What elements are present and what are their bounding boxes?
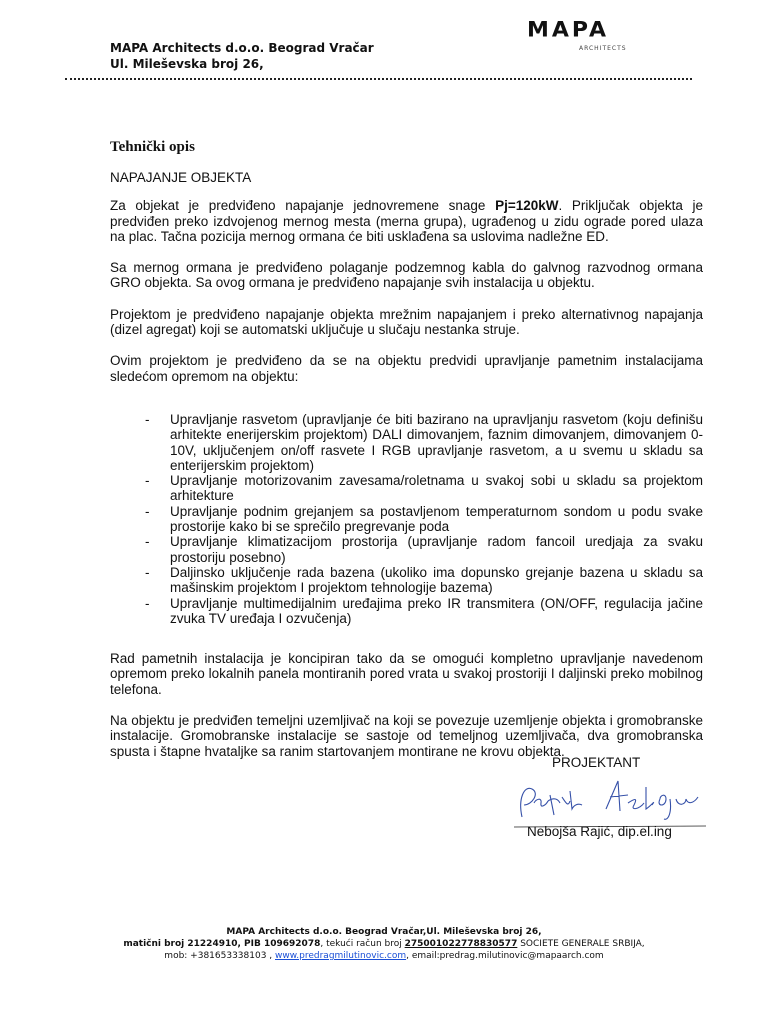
power-value: Pj=120kW — [495, 198, 559, 214]
bank-account: 275001022778830577 — [404, 939, 518, 949]
website-link[interactable]: www.predragmilutinovic.com — [275, 951, 407, 961]
footer-contact — [0, 950, 768, 962]
list-item: - Upravljanje rasvetom (upravljanje će biti bazirano na upravljanju rasvetom (koju definišu arhitekte enerijerskim projektom) DALI dimovanjem, faznim dimovanjem, dimovanjem 0-10V, uključenjem on/off rasvete I RGB upravljanje rasvetom, a u svemu u skladu sa enterijerskim projektom) — [170, 412, 703, 473]
logo-subtitle: ARCHITECTS — [579, 45, 627, 52]
paragraph-power-supply — [110, 198, 703, 244]
document-body — [110, 170, 703, 775]
page-footer — [0, 926, 768, 962]
list-item: - Upravljanje motorizovanim zavesama/roletnama u svakoj sobi u skladu sa projektom arhitekture — [170, 473, 703, 504]
signature-block — [510, 755, 710, 845]
document-title: Tehnički opis — [110, 139, 195, 155]
paragraph-text: Za objekat je predviđeno napajanje jednovremene snage — [110, 198, 496, 214]
footer-company: MAPA Architects d.o.o. Beograd Vračar,Ul. Mileševska broj 26, — [226, 927, 542, 937]
footer-phone: mob: +381653338103 , — [164, 951, 276, 961]
paragraph-grounding: Na objektu je predviđen temeljni uzemljivač na koji se povezuje uzemljenje objekta i gromobranske instalacije. Gromobranske instalacije se sastoje od temeljnog uzemljivača, dva gromobranska spusta i štapne hvataljke sa ranim startovanjem montirane ne krovu objekta. — [110, 713, 703, 759]
company-address: Ul. Mileševska broj 26, — [110, 57, 264, 71]
handwritten-signature — [510, 769, 710, 829]
list-item: - Upravljanje klimatizacijom prostorija (upravljanje radom fancoil uredjaja za svaku prostoriju posebno) — [170, 534, 703, 565]
list-item: - Daljinsko uključenje rada bazena (ukoliko ima dopunsko grejanje bazena u skladu sa mašinskim projektom I projektom tehnologije bazema) — [170, 565, 703, 596]
paragraph-backup-power: Projektom je predviđeno napajanje objekta mrežnim napajanjem i preko alternativnog napajanja (dizel agregat) koji se automatski uključuje u slučaju nestanka struje. — [110, 306, 703, 338]
list-item: - Upravljanje podnim grejanjem sa postavljenom temperaturnom sondom u podu svake prostorije kako bi se sprečilo pregrevanje poda — [170, 504, 703, 535]
signer-name: Nebojša Rajić, dip.el.ing — [527, 824, 672, 839]
footer-registration — [0, 938, 768, 950]
paragraph-text: . Priključak objekta je predviđen preko izdvojenog mernog mesta (merna grupa), ugrađenog u zidu ograde pored ulaza na plac. Tačna pozicija mernog ormana će biti usklađena sa uslovima nadležne ED. — [110, 198, 703, 244]
paragraph-control: Rad pametnih instalacija je koncipiran tako da se omogući kompletno upravljanje navedenom opremom preko lokalnih panela montiranih pored vrata u svakoj prostoriji I daljinski preko mobilnog telefona. — [110, 651, 703, 697]
signature-role: PROJEKTANT — [552, 755, 641, 770]
paragraph-cable: Sa mernog ormana je predviđeno polaganje podzemnog kabla do galvnog razvodnog ormana GRO objekta. Sa ovog ormana je predviđeno napajanje svih instalacija u objektu. — [110, 260, 703, 291]
footer-text: SOCIETE GENERALE SRBIJA, — [517, 939, 645, 949]
paragraph-smart-intro: Ovim projektom je predviđeno da se na objektu predvidi upravljanje pametnim instalacijama sledećom opremom na objektu: — [110, 353, 703, 384]
header-divider — [65, 78, 692, 80]
list-item: - Upravljanje multimedijalnim uređajima preko IR transmitera (ON/OFF, regulacija jačine zvuka TV uređaja I ozvučenja) — [170, 596, 703, 627]
section-heading: NAPAJANJE OBJEKTA — [110, 170, 252, 185]
company-header — [110, 40, 374, 72]
company-logo — [527, 20, 647, 56]
company-name: MAPA Architects d.o.o. Beograd Vračar — [110, 41, 374, 55]
footer-text: , tekući račun broj — [320, 939, 405, 949]
smart-feature-list — [110, 412, 703, 626]
logo-wordmark: MAPA — [527, 18, 610, 43]
footer-email: , email:predrag.milutinovic@mapaarch.com — [406, 951, 604, 961]
footer-ids: matični broj 21224910, PIB 109692078 — [123, 939, 321, 949]
